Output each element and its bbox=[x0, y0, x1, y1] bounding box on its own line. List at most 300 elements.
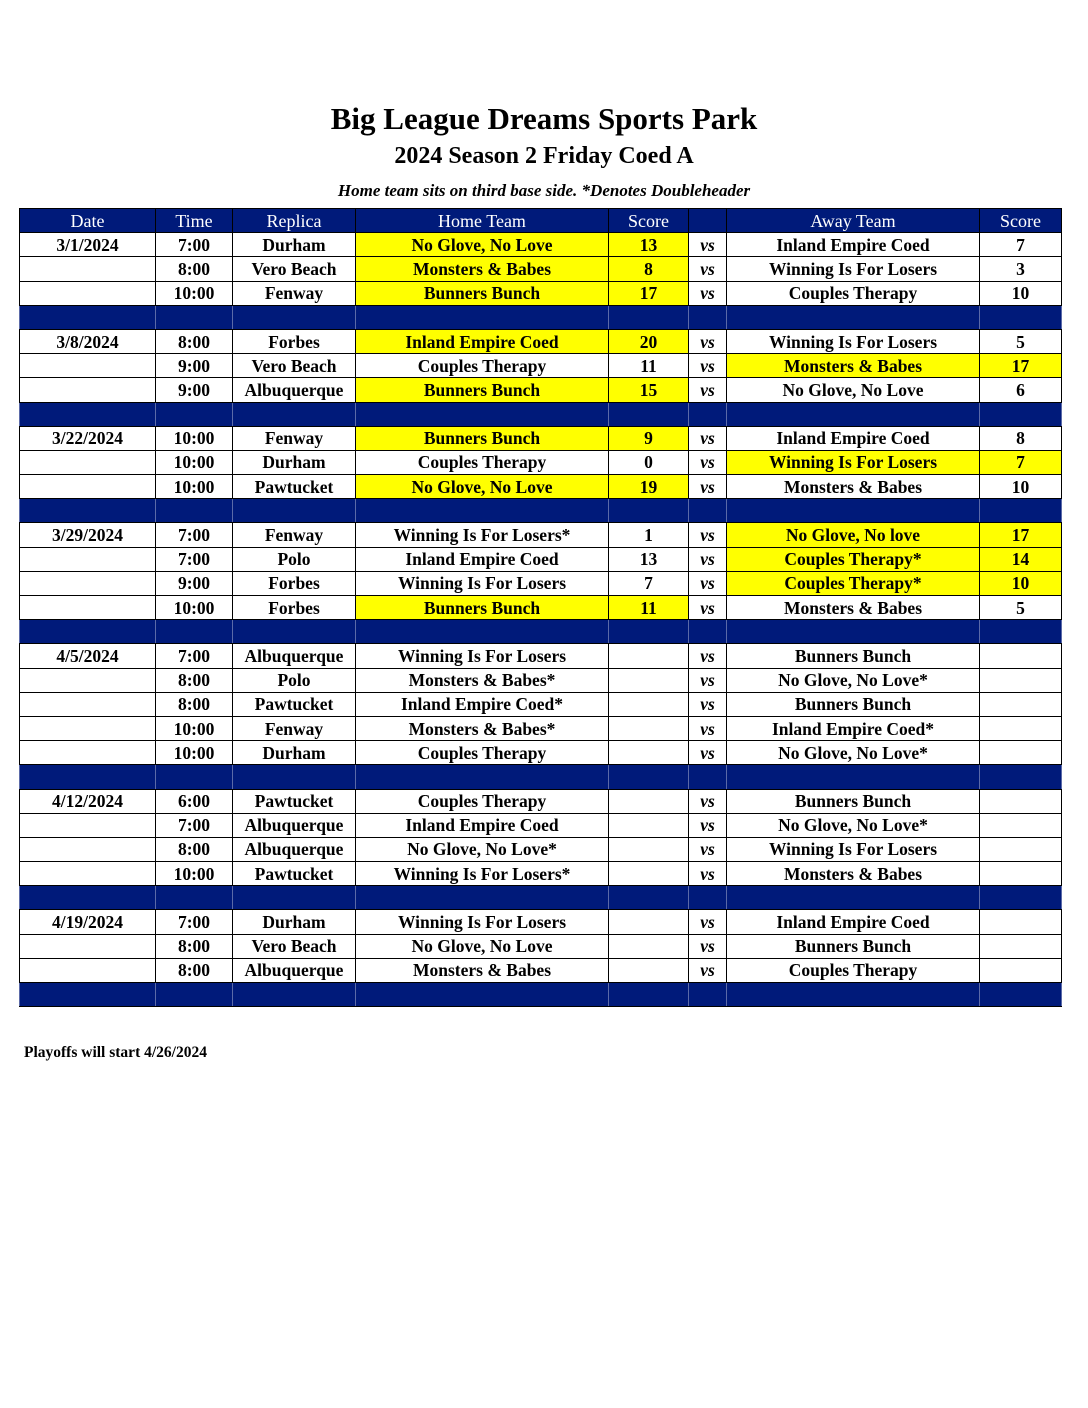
home-team-cell: Inland Empire Coed bbox=[356, 329, 609, 353]
time-cell: 9:00 bbox=[156, 571, 233, 595]
date-cell bbox=[20, 571, 156, 595]
time-cell: 8:00 bbox=[156, 934, 233, 958]
separator-cell bbox=[156, 402, 233, 426]
separator-cell bbox=[356, 305, 609, 329]
time-cell: 8:00 bbox=[156, 692, 233, 716]
page-subtitle: 2024 Season 2 Friday Coed A bbox=[394, 143, 694, 169]
home-team-cell: No Glove, No Love bbox=[356, 233, 609, 257]
date-cell: 4/5/2024 bbox=[20, 644, 156, 668]
time-cell: 10:00 bbox=[156, 862, 233, 886]
home-team-cell: Bunners Bunch bbox=[356, 281, 609, 305]
replica-cell: Pawtucket bbox=[233, 789, 356, 813]
home-team-cell: Winning Is For Losers* bbox=[356, 523, 609, 547]
home-score-cell bbox=[609, 741, 689, 765]
time-cell: 10:00 bbox=[156, 281, 233, 305]
separator-cell bbox=[980, 765, 1062, 789]
home-team-cell: Couples Therapy bbox=[356, 789, 609, 813]
home-team-cell: Bunners Bunch bbox=[356, 596, 609, 620]
separator-cell bbox=[689, 499, 727, 523]
date-cell bbox=[20, 257, 156, 281]
home-score-cell: 8 bbox=[609, 257, 689, 281]
replica-cell: Pawtucket bbox=[233, 692, 356, 716]
vs-cell: vs bbox=[689, 571, 727, 595]
week-separator-row bbox=[20, 983, 1062, 1007]
time-cell: 10:00 bbox=[156, 596, 233, 620]
replica-cell: Albuquerque bbox=[233, 378, 356, 402]
home-team-cell: Winning Is For Losers bbox=[356, 644, 609, 668]
time-cell: 7:00 bbox=[156, 233, 233, 257]
vs-cell: vs bbox=[689, 233, 727, 257]
table-row bbox=[20, 596, 1062, 620]
home-score-cell bbox=[609, 668, 689, 692]
home-team-cell: No Glove, No Love bbox=[356, 934, 609, 958]
table-row bbox=[20, 668, 1062, 692]
vs-cell: vs bbox=[689, 596, 727, 620]
away-team-cell: Bunners Bunch bbox=[727, 692, 980, 716]
home-team-cell: Winning Is For Losers* bbox=[356, 862, 609, 886]
time-cell: 6:00 bbox=[156, 789, 233, 813]
time-cell: 8:00 bbox=[156, 329, 233, 353]
column-header-date: Date bbox=[20, 209, 156, 233]
home-team-cell: Winning Is For Losers bbox=[356, 910, 609, 934]
date-cell: 3/1/2024 bbox=[20, 233, 156, 257]
home-score-cell: 15 bbox=[609, 378, 689, 402]
week-separator-row bbox=[20, 765, 1062, 789]
vs-cell: vs bbox=[689, 837, 727, 861]
separator-cell bbox=[356, 765, 609, 789]
home-team-cell: Bunners Bunch bbox=[356, 378, 609, 402]
away-score-cell: 5 bbox=[980, 329, 1062, 353]
vs-cell: vs bbox=[689, 329, 727, 353]
home-team-cell: Monsters & Babes bbox=[356, 257, 609, 281]
away-team-cell: No Glove, No Love* bbox=[727, 741, 980, 765]
separator-cell bbox=[609, 983, 689, 1007]
vs-cell: vs bbox=[689, 475, 727, 499]
away-score-cell: 7 bbox=[980, 450, 1062, 474]
replica-cell: Vero Beach bbox=[233, 934, 356, 958]
table-row bbox=[20, 789, 1062, 813]
away-team-cell: Inland Empire Coed bbox=[727, 426, 980, 450]
date-cell bbox=[20, 378, 156, 402]
separator-cell bbox=[156, 983, 233, 1007]
away-team-cell: Couples Therapy* bbox=[727, 547, 980, 571]
separator-cell bbox=[233, 305, 356, 329]
home-score-cell: 7 bbox=[609, 571, 689, 595]
separator-cell bbox=[233, 402, 356, 426]
separator-cell bbox=[980, 983, 1062, 1007]
date-cell bbox=[20, 668, 156, 692]
time-cell: 7:00 bbox=[156, 644, 233, 668]
vs-cell: vs bbox=[689, 958, 727, 982]
home-score-cell: 9 bbox=[609, 426, 689, 450]
replica-cell: Forbes bbox=[233, 571, 356, 595]
table-row bbox=[20, 862, 1062, 886]
time-cell: 7:00 bbox=[156, 910, 233, 934]
separator-cell bbox=[980, 305, 1062, 329]
table-header-row bbox=[20, 209, 1062, 233]
time-cell: 8:00 bbox=[156, 668, 233, 692]
table-row bbox=[20, 354, 1062, 378]
separator-cell bbox=[356, 402, 609, 426]
home-score-cell: 19 bbox=[609, 475, 689, 499]
away-score-cell bbox=[980, 910, 1062, 934]
table-row bbox=[20, 958, 1062, 982]
away-score-cell: 10 bbox=[980, 475, 1062, 499]
date-cell: 4/12/2024 bbox=[20, 789, 156, 813]
replica-cell: Fenway bbox=[233, 716, 356, 740]
separator-cell bbox=[156, 305, 233, 329]
table-row bbox=[20, 281, 1062, 305]
date-cell bbox=[20, 716, 156, 740]
separator-cell bbox=[20, 765, 156, 789]
table-row bbox=[20, 233, 1062, 257]
page-title: Big League Dreams Sports Park bbox=[330, 101, 758, 136]
home-score-cell: 11 bbox=[609, 354, 689, 378]
separator-cell bbox=[609, 620, 689, 644]
time-cell: 9:00 bbox=[156, 378, 233, 402]
away-score-cell bbox=[980, 789, 1062, 813]
away-team-cell: Couples Therapy bbox=[727, 281, 980, 305]
date-cell bbox=[20, 958, 156, 982]
vs-cell: vs bbox=[689, 644, 727, 668]
home-score-cell: 11 bbox=[609, 596, 689, 620]
home-team-cell: Inland Empire Coed* bbox=[356, 692, 609, 716]
away-team-cell: No Glove, No Love* bbox=[727, 813, 980, 837]
away-score-cell bbox=[980, 692, 1062, 716]
separator-cell bbox=[156, 765, 233, 789]
away-team-cell: Monsters & Babes bbox=[727, 354, 980, 378]
home-team-cell: Monsters & Babes* bbox=[356, 716, 609, 740]
date-cell bbox=[20, 596, 156, 620]
vs-cell: vs bbox=[689, 692, 727, 716]
replica-cell: Forbes bbox=[233, 596, 356, 620]
replica-cell: Fenway bbox=[233, 523, 356, 547]
date-cell: 3/8/2024 bbox=[20, 329, 156, 353]
home-score-cell bbox=[609, 813, 689, 837]
vs-cell: vs bbox=[689, 378, 727, 402]
week-separator-row bbox=[20, 620, 1062, 644]
home-score-cell: 20 bbox=[609, 329, 689, 353]
table-row bbox=[20, 837, 1062, 861]
table-row bbox=[20, 426, 1062, 450]
vs-cell: vs bbox=[689, 547, 727, 571]
separator-cell bbox=[20, 305, 156, 329]
footer-note: Playoffs will start 4/26/2024 bbox=[24, 1044, 207, 1061]
home-score-cell bbox=[609, 862, 689, 886]
away-score-cell: 7 bbox=[980, 233, 1062, 257]
table-row bbox=[20, 475, 1062, 499]
separator-cell bbox=[233, 499, 356, 523]
time-cell: 10:00 bbox=[156, 450, 233, 474]
schedule-table bbox=[19, 208, 1062, 1007]
home-score-cell: 13 bbox=[609, 547, 689, 571]
away-score-cell bbox=[980, 716, 1062, 740]
week-separator-row bbox=[20, 402, 1062, 426]
away-team-cell: Bunners Bunch bbox=[727, 644, 980, 668]
replica-cell: Albuquerque bbox=[233, 837, 356, 861]
separator-cell bbox=[609, 499, 689, 523]
column-header-home-score: Score bbox=[609, 209, 689, 233]
home-score-cell bbox=[609, 837, 689, 861]
table-row bbox=[20, 692, 1062, 716]
separator-cell bbox=[980, 402, 1062, 426]
away-team-cell: Inland Empire Coed bbox=[727, 910, 980, 934]
date-cell: 3/22/2024 bbox=[20, 426, 156, 450]
away-team-cell: Couples Therapy bbox=[727, 958, 980, 982]
separator-cell bbox=[20, 983, 156, 1007]
separator-cell bbox=[609, 765, 689, 789]
away-team-cell: Inland Empire Coed bbox=[727, 233, 980, 257]
separator-cell bbox=[356, 983, 609, 1007]
vs-cell: vs bbox=[689, 789, 727, 813]
away-team-cell: Winning Is For Losers bbox=[727, 450, 980, 474]
separator-cell bbox=[689, 620, 727, 644]
column-header-away-team: Away Team bbox=[727, 209, 980, 233]
home-team-cell: Couples Therapy bbox=[356, 741, 609, 765]
date-cell bbox=[20, 475, 156, 499]
home-team-cell: Winning Is For Losers bbox=[356, 571, 609, 595]
separator-cell bbox=[727, 983, 980, 1007]
home-score-cell bbox=[609, 958, 689, 982]
vs-cell: vs bbox=[689, 934, 727, 958]
separator-cell bbox=[727, 402, 980, 426]
separator-cell bbox=[20, 402, 156, 426]
replica-cell: Durham bbox=[233, 450, 356, 474]
vs-cell: vs bbox=[689, 450, 727, 474]
separator-cell bbox=[20, 620, 156, 644]
replica-cell: Pawtucket bbox=[233, 862, 356, 886]
separator-cell bbox=[20, 499, 156, 523]
separator-cell bbox=[727, 886, 980, 910]
date-cell bbox=[20, 450, 156, 474]
away-team-cell: Winning Is For Losers bbox=[727, 257, 980, 281]
separator-cell bbox=[233, 620, 356, 644]
time-cell: 8:00 bbox=[156, 257, 233, 281]
replica-cell: Durham bbox=[233, 233, 356, 257]
home-score-cell bbox=[609, 716, 689, 740]
week-separator-row bbox=[20, 305, 1062, 329]
separator-cell bbox=[980, 499, 1062, 523]
table-row bbox=[20, 644, 1062, 668]
week-separator-row bbox=[20, 886, 1062, 910]
vs-cell: vs bbox=[689, 668, 727, 692]
away-team-cell: Monsters & Babes bbox=[727, 862, 980, 886]
home-score-cell bbox=[609, 910, 689, 934]
week-separator-row bbox=[20, 499, 1062, 523]
table-row bbox=[20, 813, 1062, 837]
table-row bbox=[20, 378, 1062, 402]
date-cell: 3/29/2024 bbox=[20, 523, 156, 547]
separator-cell bbox=[727, 620, 980, 644]
separator-cell bbox=[727, 305, 980, 329]
column-header-away-score: Score bbox=[980, 209, 1062, 233]
vs-cell: vs bbox=[689, 862, 727, 886]
table-row bbox=[20, 716, 1062, 740]
replica-cell: Vero Beach bbox=[233, 257, 356, 281]
separator-cell bbox=[727, 499, 980, 523]
replica-cell: Pawtucket bbox=[233, 475, 356, 499]
away-team-cell: Bunners Bunch bbox=[727, 934, 980, 958]
home-team-cell: No Glove, No Love bbox=[356, 475, 609, 499]
table-row bbox=[20, 741, 1062, 765]
away-team-cell: Bunners Bunch bbox=[727, 789, 980, 813]
away-score-cell bbox=[980, 741, 1062, 765]
away-score-cell bbox=[980, 837, 1062, 861]
vs-cell: vs bbox=[689, 813, 727, 837]
away-score-cell: 17 bbox=[980, 354, 1062, 378]
separator-cell bbox=[609, 402, 689, 426]
separator-cell bbox=[689, 305, 727, 329]
replica-cell: Albuquerque bbox=[233, 644, 356, 668]
away-score-cell: 17 bbox=[980, 523, 1062, 547]
vs-cell: vs bbox=[689, 281, 727, 305]
vs-cell: vs bbox=[689, 741, 727, 765]
table-row bbox=[20, 571, 1062, 595]
time-cell: 10:00 bbox=[156, 475, 233, 499]
date-cell bbox=[20, 741, 156, 765]
replica-cell: Fenway bbox=[233, 426, 356, 450]
home-team-cell: Inland Empire Coed bbox=[356, 547, 609, 571]
table-row bbox=[20, 450, 1062, 474]
home-score-cell: 17 bbox=[609, 281, 689, 305]
column-header-time: Time bbox=[156, 209, 233, 233]
time-cell: 7:00 bbox=[156, 547, 233, 571]
vs-cell: vs bbox=[689, 910, 727, 934]
vs-cell: vs bbox=[689, 257, 727, 281]
date-cell bbox=[20, 813, 156, 837]
date-cell bbox=[20, 354, 156, 378]
home-team-cell: Inland Empire Coed bbox=[356, 813, 609, 837]
time-cell: 10:00 bbox=[156, 716, 233, 740]
separator-cell bbox=[727, 765, 980, 789]
separator-cell bbox=[233, 983, 356, 1007]
home-score-cell: 1 bbox=[609, 523, 689, 547]
vs-cell: vs bbox=[689, 354, 727, 378]
schedule-note: Home team sits on third base side. *Denotes Doubleheader bbox=[337, 181, 751, 200]
separator-cell bbox=[689, 886, 727, 910]
replica-cell: Polo bbox=[233, 547, 356, 571]
away-score-cell bbox=[980, 644, 1062, 668]
time-cell: 9:00 bbox=[156, 354, 233, 378]
replica-cell: Albuquerque bbox=[233, 958, 356, 982]
home-team-cell: Monsters & Babes* bbox=[356, 668, 609, 692]
time-cell: 8:00 bbox=[156, 958, 233, 982]
home-team-cell: No Glove, No Love* bbox=[356, 837, 609, 861]
time-cell: 10:00 bbox=[156, 741, 233, 765]
home-team-cell: Monsters & Babes bbox=[356, 958, 609, 982]
away-team-cell: Monsters & Babes bbox=[727, 596, 980, 620]
vs-cell: vs bbox=[689, 716, 727, 740]
away-team-cell: No Glove, No Love bbox=[727, 378, 980, 402]
away-score-cell: 3 bbox=[980, 257, 1062, 281]
separator-cell bbox=[233, 886, 356, 910]
away-score-cell bbox=[980, 668, 1062, 692]
date-cell bbox=[20, 862, 156, 886]
column-header-home-team: Home Team bbox=[356, 209, 609, 233]
date-cell bbox=[20, 547, 156, 571]
separator-cell bbox=[689, 983, 727, 1007]
time-cell: 8:00 bbox=[156, 837, 233, 861]
away-team-cell: Couples Therapy* bbox=[727, 571, 980, 595]
away-team-cell: Monsters & Babes bbox=[727, 475, 980, 499]
separator-cell bbox=[689, 402, 727, 426]
date-cell bbox=[20, 934, 156, 958]
away-team-cell: Inland Empire Coed* bbox=[727, 716, 980, 740]
column-header-replica: Replica bbox=[233, 209, 356, 233]
separator-cell bbox=[609, 305, 689, 329]
away-score-cell bbox=[980, 813, 1062, 837]
away-score-cell bbox=[980, 958, 1062, 982]
table-row bbox=[20, 547, 1062, 571]
date-cell bbox=[20, 281, 156, 305]
table-row bbox=[20, 257, 1062, 281]
away-score-cell: 10 bbox=[980, 281, 1062, 305]
home-score-cell bbox=[609, 934, 689, 958]
table-row bbox=[20, 329, 1062, 353]
vs-cell: vs bbox=[689, 426, 727, 450]
separator-cell bbox=[609, 886, 689, 910]
separator-cell bbox=[980, 620, 1062, 644]
away-team-cell: No Glove, No Love* bbox=[727, 668, 980, 692]
away-team-cell: No Glove, No love bbox=[727, 523, 980, 547]
separator-cell bbox=[689, 765, 727, 789]
date-cell: 4/19/2024 bbox=[20, 910, 156, 934]
separator-cell bbox=[156, 886, 233, 910]
replica-cell: Fenway bbox=[233, 281, 356, 305]
time-cell: 7:00 bbox=[156, 813, 233, 837]
time-cell: 10:00 bbox=[156, 426, 233, 450]
away-score-cell: 6 bbox=[980, 378, 1062, 402]
date-cell bbox=[20, 692, 156, 716]
time-cell: 7:00 bbox=[156, 523, 233, 547]
separator-cell bbox=[356, 620, 609, 644]
home-team-cell: Couples Therapy bbox=[356, 450, 609, 474]
away-score-cell: 10 bbox=[980, 571, 1062, 595]
home-team-cell: Bunners Bunch bbox=[356, 426, 609, 450]
separator-cell bbox=[20, 886, 156, 910]
table-row bbox=[20, 523, 1062, 547]
separator-cell bbox=[980, 886, 1062, 910]
home-score-cell: 13 bbox=[609, 233, 689, 257]
replica-cell: Vero Beach bbox=[233, 354, 356, 378]
home-score-cell bbox=[609, 644, 689, 668]
table-row bbox=[20, 934, 1062, 958]
vs-cell: vs bbox=[689, 523, 727, 547]
separator-cell bbox=[233, 765, 356, 789]
home-score-cell: 0 bbox=[609, 450, 689, 474]
date-cell bbox=[20, 837, 156, 861]
away-score-cell bbox=[980, 934, 1062, 958]
separator-cell bbox=[356, 499, 609, 523]
replica-cell: Durham bbox=[233, 910, 356, 934]
away-team-cell: Winning Is For Losers bbox=[727, 837, 980, 861]
away-team-cell: Winning Is For Losers bbox=[727, 329, 980, 353]
replica-cell: Forbes bbox=[233, 329, 356, 353]
replica-cell: Polo bbox=[233, 668, 356, 692]
schedule-body bbox=[20, 233, 1062, 1007]
home-score-cell bbox=[609, 789, 689, 813]
replica-cell: Albuquerque bbox=[233, 813, 356, 837]
away-score-cell: 8 bbox=[980, 426, 1062, 450]
table-row bbox=[20, 910, 1062, 934]
away-score-cell: 5 bbox=[980, 596, 1062, 620]
home-score-cell bbox=[609, 692, 689, 716]
separator-cell bbox=[156, 620, 233, 644]
away-score-cell: 14 bbox=[980, 547, 1062, 571]
separator-cell bbox=[156, 499, 233, 523]
separator-cell bbox=[356, 886, 609, 910]
away-score-cell bbox=[980, 862, 1062, 886]
